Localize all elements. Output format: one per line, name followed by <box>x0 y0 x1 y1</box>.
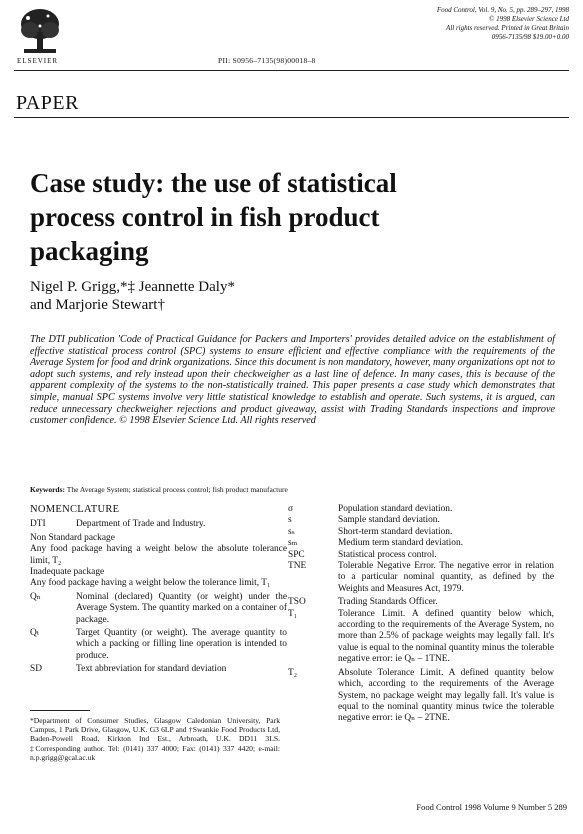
nomenclature-heading: Non Standard package <box>30 532 115 543</box>
nomenclature-right <box>288 504 554 725</box>
nomenclature-definition: Any food package having a weight below the absolute tolerance limit, T₂ <box>30 544 287 566</box>
nomenclature-definition: Any food package having a weight below the tolerance limit, T₁ <box>30 578 271 589</box>
nomenclature-entry <box>288 504 554 515</box>
nomenclature-entry <box>30 628 287 662</box>
section-rule <box>14 117 569 118</box>
nomenclature-symbol: TNE <box>288 561 307 572</box>
journal-info <box>437 6 569 42</box>
nomenclature-symbol: s <box>288 515 292 526</box>
nomenclature-heading: Inadequate package <box>30 567 105 578</box>
nomenclature-symbol: sₛ <box>288 526 295 537</box>
nomenclature-symbol: Qₜ <box>30 628 40 639</box>
nomenclature-definition: Population standard deviation. <box>338 504 453 514</box>
nomenclature-entry <box>288 597 554 608</box>
keywords-label: Keywords: <box>30 485 65 494</box>
nomenclature-definition: Short-term standard deviation. <box>338 526 453 537</box>
nomenclature-definition: Tolerance Limit. A defined quantity below which, according to the requirements of the Average System, no more than 2.5% of package weights may legally fall. It's value is equal to the nominal quantity minus the tolerable negative error: ie Qₙ – 1TNE. <box>338 608 554 665</box>
nomenclature-definition: Medium term standard deviation. <box>338 538 463 549</box>
keywords-text: The Average System; statistical process control; fish product manufacture <box>66 485 288 494</box>
nomenclature-symbol: sₘ <box>288 538 298 549</box>
nomenclature-entry <box>30 664 287 675</box>
nomenclature-symbol: T₂ <box>288 667 297 678</box>
nomenclature-definition: Nominal (declared) Quantity (or weight) under the Average System. The quantity marked on a container of package. <box>76 591 287 625</box>
nomenclature-symbol: σ <box>288 504 294 514</box>
nomenclature-definition: Text abbreviation for standard deviation <box>76 664 227 675</box>
page-footer: Food Control 1998 Volume 9 Number 5 289 <box>416 802 567 812</box>
nomenclature-symbol: DTI <box>30 519 46 530</box>
nomenclature-definition: Department of Trade and Industry. <box>76 519 206 530</box>
nomenclature-definition: Trading Standards Officer. <box>338 597 438 608</box>
nomenclature-definition: Target Quantity (or weight). The average quantity to which a packing or filling line operation is intended to produce. <box>76 628 287 661</box>
nomenclature-definition: Statistical process control. <box>338 549 437 560</box>
nomenclature-title: NOMENCLATURE <box>30 504 120 515</box>
nomenclature-definition: Absolute Tolerance Limit. A defined quantity below which, according to the requirements of the Average System, no package weight may legally fall. It's value is equal to the nominal quantity minus twice the tolerable negative error: ie Qₙ – 2TNE. <box>338 667 554 724</box>
authors-line-1: Nigel P. Grigg,*‡ Jeannette Daly* <box>30 279 235 295</box>
journal-citation: Food Control, Vol. 9, No. 5, pp. 289–297, 1998 <box>436 6 569 14</box>
affiliation-footnote: *Department of Consumer Studies, Glasgow Caledonian University, Park Campus, 1 Park Drive, Glasgow, U.K. G3 6LP and †Swankie Food Products Ltd, Baden-Powell Road, Kirkton Ind Est., Arbroath, U.K. DD11 3LS. ‡Corresponding author. Tel: (0141) 337 4000; Fax: (0141) 337 4420; e-mail: n.p.grigg@gcal.ac.uk <box>30 716 280 762</box>
nomenclature-entry <box>30 592 287 626</box>
issn-line: 0956-7135/98 $19.00+0.00 <box>491 33 569 41</box>
nomenclature-symbol: Qₙ <box>30 591 41 602</box>
authors <box>30 278 330 314</box>
header-rule <box>14 70 569 71</box>
rights-line: All rights reserved. Printed in Great Britain <box>446 24 569 32</box>
nomenclature-entry <box>288 527 554 538</box>
publisher-name: ELSEVIER <box>17 57 59 65</box>
nomenclature-entry <box>288 668 554 725</box>
keywords <box>30 485 555 494</box>
nomenclature-entry <box>288 550 554 561</box>
nomenclature-left <box>30 504 287 676</box>
copyright-line: © 1998 Elsevier Science Ltd <box>489 15 569 23</box>
nomenclature-entry <box>30 519 287 530</box>
abstract: The DTI publication 'Code of Practical Guidance for Packers and Importers' provides detailed advice on the establishment of effective statistical process control (SPC) systems to ensure efficient and effective compliance with the requirements of the Average System for food and drink organizations. Since this document is non mandatory, however, many organizations opt not to adopt such systems, and rely instead upon their checkweigher as a last line of defence. In many cases, this is because of the apparent complexity of the systems to the non-statistically trained. This paper presents a case study which demonstrates that simple, manual SPC systems involve very little statistical knowledge to establish and operate. Such systems, it is argued, can reduce unnecessary checkweigher rejections and product giveaway, assist with Trading Standards inspections and improve customer confidence. © 1998 Elsevier Science Ltd. All rights reserved <box>30 334 555 427</box>
nomenclature-entry <box>288 515 554 526</box>
nomenclature-definition: Tolerable Negative Error. The negative error in relation to a particular nominal quantity, as defined by the Weights and Measures Act, 1979. <box>338 561 554 594</box>
nomenclature-symbol: T₁ <box>288 608 297 619</box>
nomenclature-symbol: SD <box>30 664 42 675</box>
authors-line-2: and Marjorie Stewart† <box>30 297 165 313</box>
elsevier-tree-icon <box>18 6 62 56</box>
nomenclature-entry <box>288 609 554 666</box>
nomenclature-symbol: TSO <box>288 597 306 608</box>
section-label: PAPER <box>16 92 79 114</box>
article-title: Case study: the use of statistical process control in fish product packaging <box>30 168 397 266</box>
nomenclature-entry <box>288 538 554 549</box>
pii-code: PII: S0956–7135(98)00018–8 <box>218 56 316 65</box>
footnote-rule <box>30 710 90 711</box>
nomenclature-definition: Sample standard deviation. <box>338 515 440 526</box>
nomenclature-entry <box>288 561 554 595</box>
nomenclature-symbol: SPC <box>288 549 305 560</box>
